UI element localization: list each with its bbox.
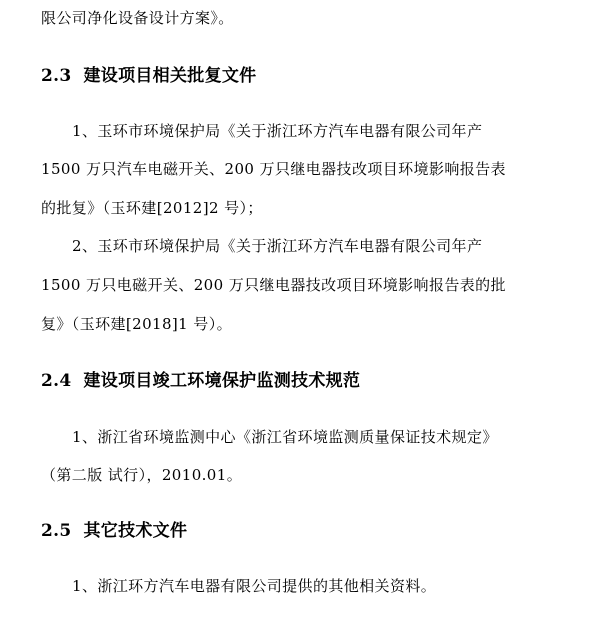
- paragraph-line: 的批复》（玉环建[2012]2 号）；: [41, 199, 263, 217]
- section-heading-2-5: [41, 520, 187, 542]
- section-title: 其它技术文件: [83, 521, 188, 541]
- paragraph-line: 复》（玉环建[2018]1 号）。: [41, 315, 232, 333]
- section-number: 2.4: [41, 371, 72, 391]
- section-title: 建设项目竣工环境保护监测技术规范: [83, 371, 361, 391]
- section-number: 2.5: [41, 521, 72, 541]
- section-heading-2-3: [41, 65, 256, 87]
- paragraph-line: 1500 万只汽车电磁开关、200 万只继电器技改项目环境影响报告表: [41, 160, 506, 178]
- section-title: 建设项目相关批复文件: [83, 66, 257, 86]
- intro-tail-text: 限公司净化设备设计方案》。: [41, 9, 234, 27]
- section-number: 2.3: [41, 66, 72, 86]
- paragraph-line: 1500 万只电磁开关、200 万只继电器技改项目环境影响报告表的批: [41, 276, 506, 294]
- paragraph-line: 1、浙江省环境监测中心《浙江省环境监测质量保证技术规定》: [72, 428, 498, 446]
- paragraph-line: （第二版 试行），2010.01。: [41, 466, 243, 484]
- paragraph-line: 2、玉环市环境保护局《关于浙江环方汽车电器有限公司年产: [72, 237, 483, 255]
- paragraph-line: 1、浙江环方汽车电器有限公司提供的其他相关资料。: [72, 577, 437, 595]
- paragraph-line: 1、玉环市环境保护局《关于浙江环方汽车电器有限公司年产: [72, 122, 483, 140]
- section-heading-2-4: [41, 370, 360, 392]
